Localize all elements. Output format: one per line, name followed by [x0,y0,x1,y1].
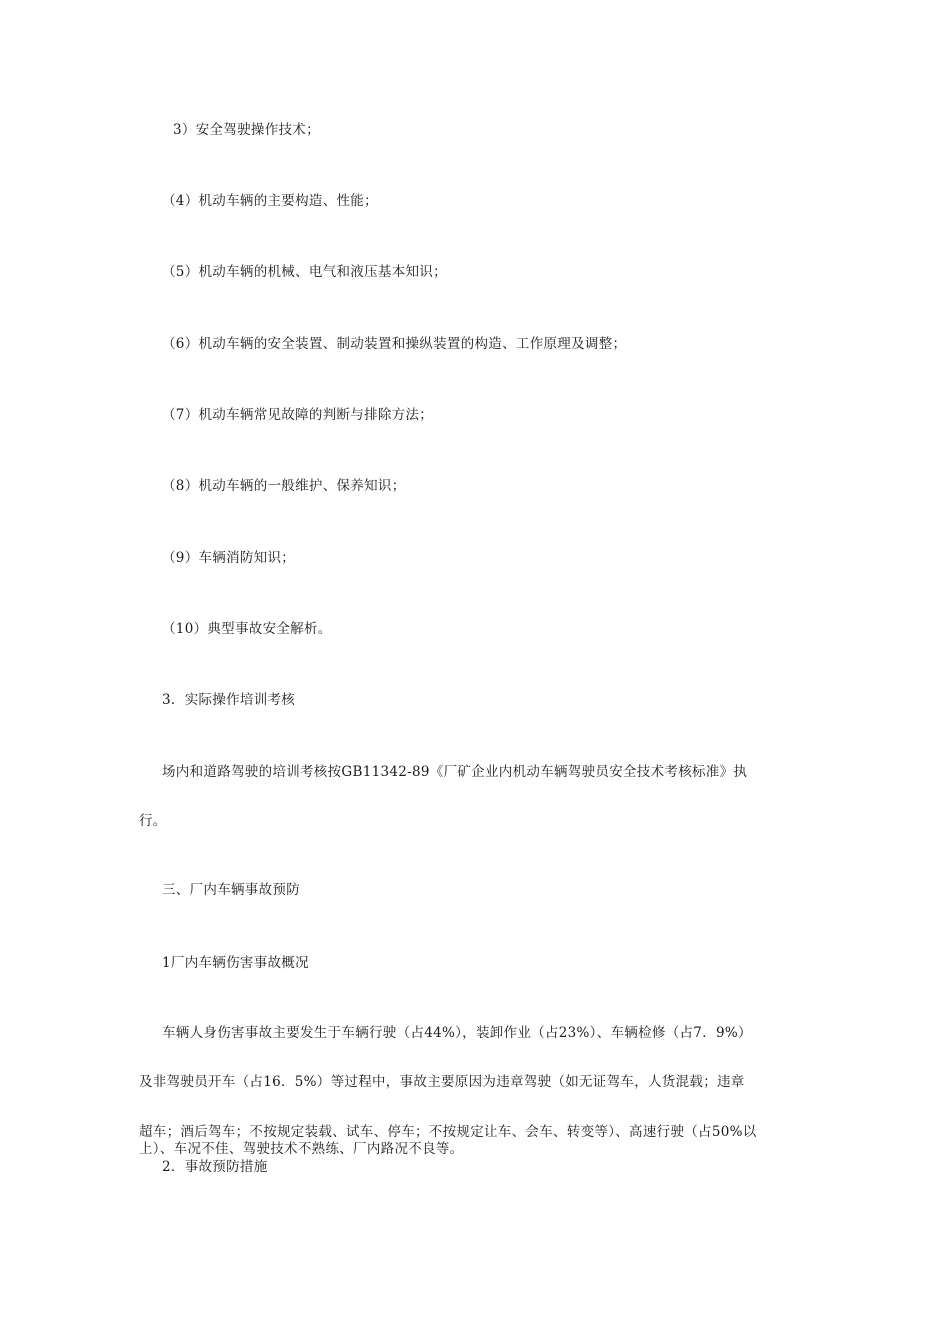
subsection-1-paragraph-line-2: 及非驾驶员开车（占16．5%）等过程中，事故主要原因为违章驾驶（如无证驾车，人货混载；违章 [139,1074,745,1090]
subsection-1-paragraph-line-1: 车辆人身伤害事故主要发生于车辆行驶（占44%），装卸作业（占23%）、车辆检修（占7．9%） [162,1025,752,1041]
subsection-2-heading: 2．事故预防措施 [162,1159,268,1175]
subsection-1-paragraph-line-4: 上）、车况不佳、驾驶技术不熟练、厂内路况不良等。 [139,1141,464,1157]
subsection-1-heading: 1厂内车辆伤害事故概况 [162,955,309,971]
list-item-6: （6）机动车辆的安全装置、制动装置和操纵装置的构造、工作原理及调整； [162,336,627,352]
part-3-heading: 三、厂内车辆事故预防 [162,882,300,898]
section-3-paragraph-line-2: 行。 [139,813,167,829]
subsection-1-paragraph-line-3: 超车；酒后驾车；不按规定装载、试车、停车；不按规定让车、会车、转变等）、高速行驶（占50%以 [139,1124,757,1140]
list-item-10: （10）典型事故安全解析。 [162,621,332,637]
list-item-7: （7）机动车辆常见故障的判断与排除方法； [162,407,434,423]
list-item-3: 3）安全驾驶操作技术； [173,122,320,138]
list-item-4: （4）机动车辆的主要构造、性能； [162,193,378,209]
list-item-9: （9）车辆消防知识； [162,550,296,566]
section-3-paragraph-line-1: 场内和道路驾驶的培训考核按GB11342-89《厂矿企业内机动车辆驾驶员安全技术考核标准》执 [162,764,748,780]
list-item-5: （5）机动车辆的机械、电气和液压基本知识； [162,264,447,280]
section-3-heading: 3．实际操作培训考核 [162,692,296,708]
list-item-8: （8）机动车辆的一般维护、保养知识； [162,478,406,494]
